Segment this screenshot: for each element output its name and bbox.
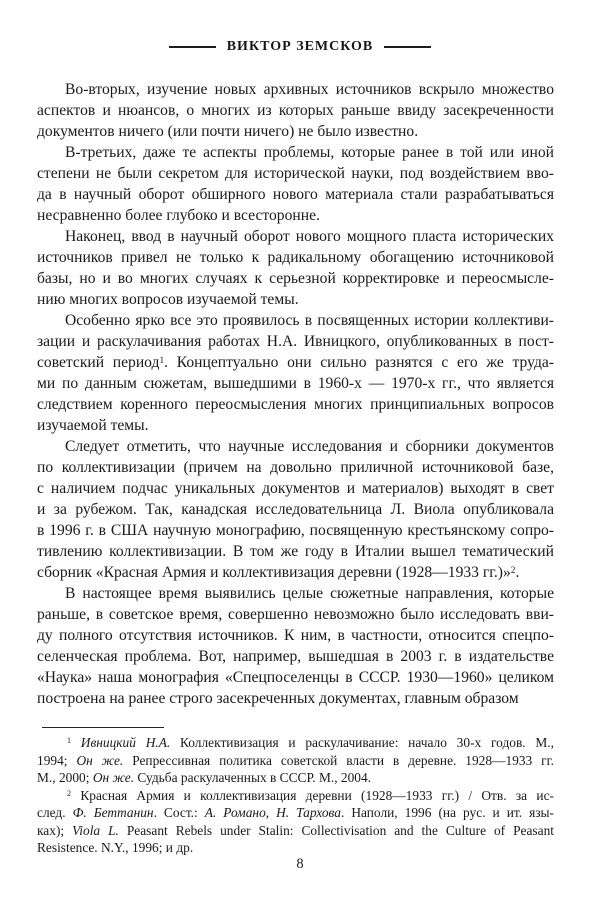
text-line: в 1996 г. в США научную монографию, посвященную крестьянскому сопро- bbox=[37, 522, 554, 539]
text-line: зации и раскулачивания работах Н.А. Ивницкого, опубликованных в пост- bbox=[37, 333, 554, 350]
text-line: раньше, в советское время, совершенно невозможно было исследовать вви- bbox=[37, 606, 554, 623]
text-line: тивлению коллективизации. В том же году в Италии вышел тематический bbox=[37, 543, 554, 560]
text-line: базы, но и во многих случаях к серьезной корректировке и переосмысле- bbox=[37, 270, 554, 287]
footnote bbox=[37, 734, 554, 787]
text-line: ду полного отсутствия источников. К ним, в частности, относится спецпо- bbox=[37, 627, 554, 644]
text-line: советский период$^1$. Концептуально они сильно разнятся с его же труда- bbox=[37, 354, 554, 371]
header-rule-left bbox=[169, 46, 216, 48]
text-line: источников привел не только к радикальному обогащению источниковой bbox=[37, 249, 554, 266]
paragraph bbox=[37, 226, 554, 310]
text-line: аспектов и нюансов, о многих из которых раньше ввиду засекреченности bbox=[37, 102, 554, 119]
page-number: 8 bbox=[296, 856, 304, 872]
text-line: да в научный оборот обширного нового материала стали разрабатываться bbox=[37, 186, 554, 203]
text-line: изучаемой темы. bbox=[37, 417, 149, 434]
text-line: сборник «Красная Армия и коллективизация деревни (1928—1933 гг.)»$^2$. bbox=[37, 564, 520, 581]
body-text bbox=[37, 79, 554, 709]
text-line: $^1$ Ивницкий Н.А. Коллективизация и раскулачивание: начало 30-х годов. М., bbox=[67, 735, 554, 750]
paragraph bbox=[37, 310, 554, 436]
paragraph bbox=[37, 79, 554, 142]
footnote bbox=[37, 787, 554, 857]
text-line: М., 2000; Он же. Судьба раскулаченных в СССР. М., 2004. bbox=[37, 770, 372, 785]
text-line: ми по данным сюжетам, вышедшими в 1960-х — 1970-х гг., что является bbox=[37, 375, 554, 392]
text-line: след. Ф. Беттанин. Сост.: А. Романо, Н. Тархова. Наполи, 1996 (на рус. и ит. язы- bbox=[37, 805, 554, 820]
text-line: ках); Viola L. Peasant Rebels under Stalin: Collectivisation and the Culture of Peasant bbox=[37, 822, 554, 838]
footnote-reference: 1 bbox=[67, 736, 72, 746]
text-line: Особенно ярко все это проявилось в посвященных истории коллективи- bbox=[65, 312, 554, 329]
text-line: Следует отметить, что научные исследования и сборники документов bbox=[65, 438, 554, 455]
text-line: по коллективизации (причем на довольно приличной источниковой базе, bbox=[37, 459, 554, 476]
footnote-reference: 1 bbox=[159, 355, 165, 366]
footnote-reference: 2 bbox=[67, 788, 72, 798]
text-line: степени не были секретом для исторической науки, под воздействием вво- bbox=[37, 165, 554, 182]
text-line: селенческая проблема. Вот, например, вышедшая в 2003 г. в издательстве bbox=[37, 648, 554, 665]
footnote-reference: 2 bbox=[510, 565, 516, 576]
text-line: и за рубежом. Так, канадская исследовательница Л. Виола опубликовала bbox=[37, 501, 554, 518]
text-line: В настоящее время выявились целые сюжетные направления, которые bbox=[65, 585, 554, 602]
text-line: 1994; Он же. Репрессивная политика советской власти в деревне. 1928—1933 гг. bbox=[37, 752, 554, 768]
running-header bbox=[0, 39, 600, 55]
text-line: В-третьих, даже те аспекты проблемы, которые ранее в той или иной bbox=[65, 144, 554, 161]
paragraph bbox=[37, 583, 554, 709]
text-line: с наличием подчас уникальных документов и материалов) выходят в свет bbox=[37, 480, 554, 497]
text-line: следствием коренного переосмысления многих принципиальных вопросов bbox=[37, 396, 554, 413]
text-line: Resistence. N.Y., 1996; и др. bbox=[37, 840, 194, 855]
text-line: «Наука» наша монография «Спецпоселенцы в СССР. 1930—1960» целиком bbox=[37, 669, 554, 686]
text-line: построена на ранее строго засекреченных документах, главным образом bbox=[37, 690, 519, 707]
text-line: несравненно более глубоко и всесторонне. bbox=[37, 207, 320, 224]
text-line: Наконец, ввод в научный оборот нового мощного пласта исторических bbox=[65, 228, 554, 245]
header-rule-right bbox=[384, 46, 431, 48]
paragraph bbox=[37, 436, 554, 583]
text-line: $^2$ Красная Армия и коллективизация деревни (1928—1933 гг.) / Отв. за ис- bbox=[67, 787, 554, 803]
footnotes bbox=[37, 734, 554, 857]
footnote-divider bbox=[42, 727, 164, 728]
text-line: документов ничего (или почти ничего) не было известно. bbox=[37, 123, 419, 140]
author-name: ВИКТОР ЗЕМСКОВ bbox=[226, 39, 374, 54]
paragraph bbox=[37, 142, 554, 226]
text-line: нию многих вопросов изучаемой темы. bbox=[37, 291, 299, 308]
text-line: Во-вторых, изучение новых архивных источников вскрыло множество bbox=[65, 81, 554, 98]
